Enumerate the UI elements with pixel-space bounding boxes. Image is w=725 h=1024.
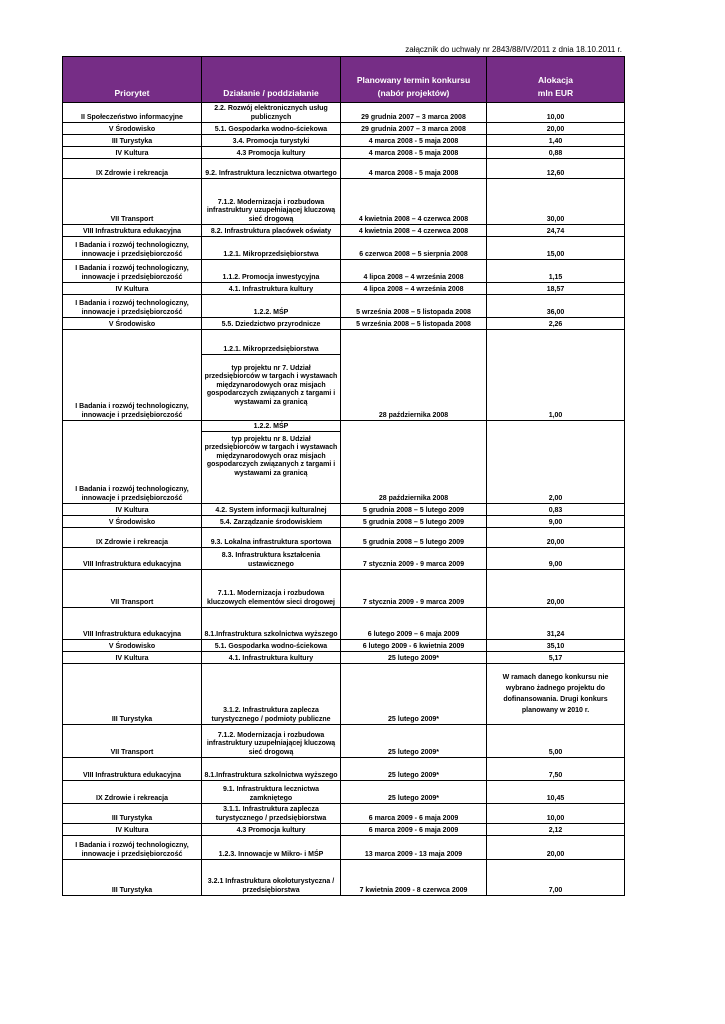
cell-action: 3.2.1 Infrastruktura okołoturystyczna / przedsiębiorstwa: [202, 860, 341, 896]
cell-term: 4 kwietnia 2008 – 4 czerwca 2008: [341, 225, 487, 237]
cell-term: 28 października 2008: [341, 421, 487, 504]
cell-term: 25 lutego 2009*: [341, 725, 487, 758]
cell-term: 4 marca 2008 - 5 maja 2008: [341, 135, 487, 147]
cell-allocation: 2,12: [487, 824, 625, 836]
table-row: [63, 179, 625, 225]
cell-priority: VII Transport: [63, 179, 202, 225]
cell-priority: VII Transport: [63, 570, 202, 608]
cell-term: 6 lutego 2009 - 6 kwietnia 2009: [341, 640, 487, 652]
cell-priority: III Turystyka: [63, 860, 202, 896]
cell-action: 5.1. Gospodarka wodno-ściekowa: [202, 640, 341, 652]
table-row: [63, 147, 625, 159]
cell-term: 5 grudnia 2008 – 5 lutego 2009: [341, 516, 487, 528]
cell-priority: I Badania i rozwój technologiczny, innowacje i przedsiębiorczość: [63, 421, 202, 504]
action-subheading: 1.2.1. Mikroprzedsiębiorstwa: [202, 330, 340, 355]
action-subheading: 1.2.2. MŚP: [202, 421, 340, 432]
cell-allocation: 1,15: [487, 260, 625, 283]
cell-allocation: 2,26: [487, 318, 625, 330]
cell-action: 2.2. Rozwój elektronicznych usług publicznych: [202, 103, 341, 123]
cell-term: 7 kwietnia 2009 - 8 czerwca 2009: [341, 860, 487, 896]
table-row: [63, 504, 625, 516]
header-allocation: Alokacja mln EUR: [487, 57, 625, 103]
cell-action: 9.3. Lokalna infrastruktura sportowa: [202, 528, 341, 548]
table-row: [63, 570, 625, 608]
cell-allocation: 10,00: [487, 804, 625, 824]
cell-priority: VII Transport: [63, 725, 202, 758]
cell-allocation: 36,00: [487, 295, 625, 318]
cell-priority: VIII Infrastruktura edukacyjna: [63, 758, 202, 781]
cell-action: 7.1.2. Modernizacja i rozbudowa infrastruktury uzupełniającej kluczową sieć drogową: [202, 725, 341, 758]
cell-allocation: 10,00: [487, 103, 625, 123]
cell-term: 4 marca 2008 - 5 maja 2008: [341, 147, 487, 159]
table-row: [63, 824, 625, 836]
document-note: załącznik do uchwały nr 2843/88/IV/2011 z dnia 18.10.2011 r.: [405, 45, 622, 54]
cell-priority: IX Zdrowie i rekreacja: [63, 528, 202, 548]
cell-action: 1.2.2. MŚP: [202, 295, 341, 318]
cell-action: 9.1. Infrastruktura lecznictwa zamkniętego: [202, 781, 341, 804]
cell-action: 1.2.3. Innowacje w Mikro- i MŚP: [202, 836, 341, 860]
cell-action: 5.5. Dziedzictwo przyrodnicze: [202, 318, 341, 330]
table-row: [63, 516, 625, 528]
cell-term: 29 grudnia 2007 – 3 marca 2008: [341, 103, 487, 123]
table-row: [63, 260, 625, 283]
cell-action: 4.3 Promocja kultury: [202, 147, 341, 159]
cell-term: 4 lipca 2008 – 4 września 2008: [341, 283, 487, 295]
cell-term: 25 lutego 2009*: [341, 652, 487, 664]
cell-action: 8.3. Infrastruktura kształcenia ustawicznego: [202, 548, 341, 570]
cell-priority: VIII Infrastruktura edukacyjna: [63, 608, 202, 640]
cell-priority: IV Kultura: [63, 504, 202, 516]
cell-priority: III Turystyka: [63, 135, 202, 147]
cell-action: 9.2. Infrastruktura lecznictwa otwartego: [202, 159, 341, 179]
table-row: [63, 123, 625, 135]
cell-allocation: 5,17: [487, 652, 625, 664]
cell-priority: I Badania i rozwój technologiczny, innowacje i przedsiębiorczość: [63, 330, 202, 421]
cell-term: 7 stycznia 2009 - 9 marca 2009: [341, 548, 487, 570]
cell-action: 8.1.Infrastruktura szkolnictwa wyższego: [202, 758, 341, 781]
cell-allocation: 0,83: [487, 504, 625, 516]
cell-priority: V Środowisko: [63, 123, 202, 135]
cell-allocation: 2,00: [487, 421, 625, 504]
cell-allocation: 20,00: [487, 528, 625, 548]
cell-term: 4 kwietnia 2008 – 4 czerwca 2008: [341, 179, 487, 225]
cell-allocation: 9,00: [487, 516, 625, 528]
cell-priority: II Społeczeństwo informacyjne: [63, 103, 202, 123]
cell-action: 1.2.1. Mikroprzedsiębiorstwa: [202, 237, 341, 260]
cell-allocation: W ramach danego konkursu nie wybrano żadnego projektu do dofinansowania. Drugi konkurs planowany w 2010 r.: [487, 664, 625, 725]
table-row: [63, 103, 625, 123]
cell-allocation: 1,00: [487, 330, 625, 421]
cell-term: 28 października 2008: [341, 330, 487, 421]
cell-allocation: 7,00: [487, 860, 625, 896]
cell-term: 6 marca 2009 - 6 maja 2009: [341, 804, 487, 824]
cell-allocation: 7,50: [487, 758, 625, 781]
cell-allocation: 10,45: [487, 781, 625, 804]
table-row: [63, 836, 625, 860]
cell-priority: IX Zdrowie i rekreacja: [63, 781, 202, 804]
cell-priority: V Środowisko: [63, 318, 202, 330]
cell-term: 6 lutego 2009 – 6 maja 2009: [341, 608, 487, 640]
table-row: [63, 804, 625, 824]
cell-allocation: 31,24: [487, 608, 625, 640]
table-row: [63, 159, 625, 179]
table-row: [63, 860, 625, 896]
cell-action: 7.1.2. Modernizacja i rozbudowa infrastruktury uzupełniającej kluczową sieć drogową: [202, 179, 341, 225]
table-row: [63, 758, 625, 781]
table-row: [63, 640, 625, 652]
table-row: [63, 608, 625, 640]
cell-action: 4.1. Infrastruktura kultury: [202, 652, 341, 664]
cell-priority: VIII Infrastruktura edukacyjna: [63, 225, 202, 237]
header-priority: Priorytet: [63, 57, 202, 103]
cell-allocation: 20,00: [487, 123, 625, 135]
table-row: [63, 725, 625, 758]
cell-action: 5.1. Gospodarka wodno-ściekowa: [202, 123, 341, 135]
cell-action: 3.1.2. Infrastruktura zaplecza turystycznego / podmioty publiczne: [202, 664, 341, 725]
cell-term: 25 lutego 2009*: [341, 664, 487, 725]
cell-priority: I Badania i rozwój technologiczny, innowacje i przedsiębiorczość: [63, 295, 202, 318]
cell-term: 5 września 2008 – 5 listopada 2008: [341, 318, 487, 330]
header-term: Planowany termin konkursu (nabór projektów): [341, 57, 487, 103]
table-row: [63, 225, 625, 237]
table-row: [63, 528, 625, 548]
cell-term: 25 lutego 2009*: [341, 758, 487, 781]
table-row: [63, 421, 625, 504]
table-row: [63, 652, 625, 664]
table-row: [63, 295, 625, 318]
cell-priority: V Środowisko: [63, 516, 202, 528]
cell-priority: I Badania i rozwój technologiczny, innowacje i przedsiębiorczość: [63, 237, 202, 260]
cell-allocation: 24,74: [487, 225, 625, 237]
cell-term: 5 grudnia 2008 – 5 lutego 2009: [341, 528, 487, 548]
cell-priority: VIII Infrastruktura edukacyjna: [63, 548, 202, 570]
action-description: typ projektu nr 7. Udział przedsiębiorców w targach i wystawach międzynarodowych oraz misjach gospodarczych związanych z targami i wystawami za granicą: [204, 365, 338, 406]
cell-action: 5.4. Zarządzanie środowiskiem: [202, 516, 341, 528]
cell-action: 8.2. Infrastruktura placówek oświaty: [202, 225, 341, 237]
header-action: Działanie / poddziałanie: [202, 57, 341, 103]
cell-priority: IX Zdrowie i rekreacja: [63, 159, 202, 179]
cell-action: 1.1.2. Promocja inwestycyjna: [202, 260, 341, 283]
cell-allocation: 20,00: [487, 570, 625, 608]
cell-allocation: 12,60: [487, 159, 625, 179]
cell-allocation: 20,00: [487, 836, 625, 860]
cell-priority: IV Kultura: [63, 824, 202, 836]
cell-term: 29 grudnia 2007 – 3 marca 2008: [341, 123, 487, 135]
cell-term: 7 stycznia 2009 - 9 marca 2009: [341, 570, 487, 608]
cell-term: 5 września 2008 – 5 listopada 2008: [341, 295, 487, 318]
cell-allocation: 5,00: [487, 725, 625, 758]
table-row: [63, 330, 625, 421]
table-row: [63, 548, 625, 570]
table-row: [63, 237, 625, 260]
cell-term: 25 lutego 2009*: [341, 781, 487, 804]
cell-action: [202, 330, 341, 421]
cell-action: 4.2. System informacji kulturalnej: [202, 504, 341, 516]
cell-priority: V Środowisko: [63, 640, 202, 652]
cell-allocation: 1,40: [487, 135, 625, 147]
cell-term: 4 marca 2008 - 5 maja 2008: [341, 159, 487, 179]
table-body: [63, 103, 625, 896]
cell-priority: I Badania i rozwój technologiczny, innowacje i przedsiębiorczość: [63, 836, 202, 860]
cell-term: 4 lipca 2008 – 4 września 2008: [341, 260, 487, 283]
cell-action: 3.4. Promocja turystyki: [202, 135, 341, 147]
cell-term: 6 marca 2009 - 6 maja 2009: [341, 824, 487, 836]
cell-priority: III Turystyka: [63, 804, 202, 824]
table-row: [63, 781, 625, 804]
cell-action: 3.1.1. Infrastruktura zaplecza turystycznego / przedsiębiorstwa: [202, 804, 341, 824]
cell-priority: III Turystyka: [63, 664, 202, 725]
cell-action: 4.3 Promocja kultury: [202, 824, 341, 836]
action-description: typ projektu nr 8. Udział przedsiębiorców w targach i wystawach międzynarodowych oraz misjach gospodarczych związanych z targami i wystawami za granicą: [204, 436, 338, 477]
cell-allocation: 18,57: [487, 283, 625, 295]
cell-term: 13 marca 2009 - 13 maja 2009: [341, 836, 487, 860]
table-row: [63, 283, 625, 295]
table-header: [63, 57, 625, 103]
cell-term: 5 grudnia 2008 – 5 lutego 2009: [341, 504, 487, 516]
cell-allocation: 35,10: [487, 640, 625, 652]
table-row: [63, 318, 625, 330]
cell-priority: IV Kultura: [63, 652, 202, 664]
cell-action: 4.1. Infrastruktura kultury: [202, 283, 341, 295]
cell-action: 7.1.1. Modernizacja i rozbudowa kluczowych elementów sieci drogowej: [202, 570, 341, 608]
cell-priority: IV Kultura: [63, 283, 202, 295]
competition-schedule-table: [62, 56, 625, 896]
cell-action: [202, 421, 341, 504]
cell-priority: IV Kultura: [63, 147, 202, 159]
cell-term: 6 czerwca 2008 – 5 sierpnia 2008: [341, 237, 487, 260]
cell-allocation: 0,88: [487, 147, 625, 159]
cell-priority: I Badania i rozwój technologiczny, innowacje i przedsiębiorczość: [63, 260, 202, 283]
table-row: [63, 135, 625, 147]
cell-allocation: 15,00: [487, 237, 625, 260]
cell-allocation: 30,00: [487, 179, 625, 225]
table-row: [63, 664, 625, 725]
cell-allocation: 9,00: [487, 548, 625, 570]
cell-action: 8.1.Infrastruktura szkolnictwa wyższego: [202, 608, 341, 640]
